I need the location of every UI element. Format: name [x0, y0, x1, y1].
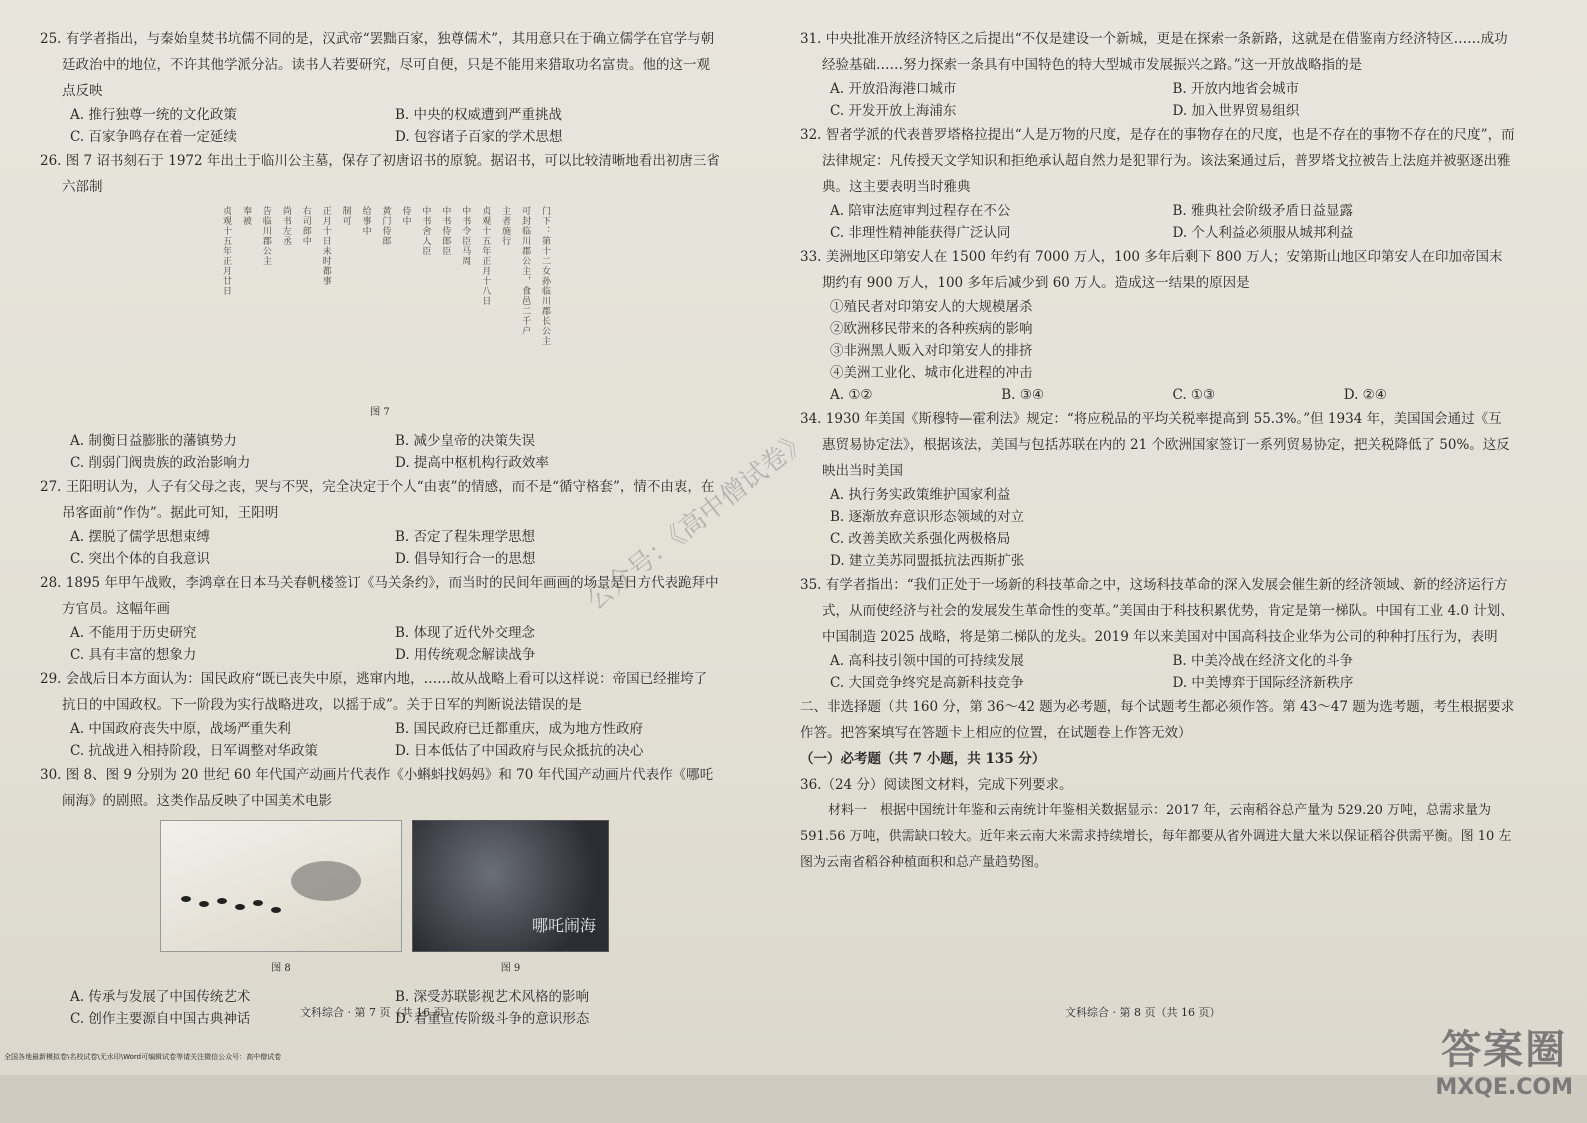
page-7-footer: 文科综合 · 第 7 页（共 16 页） — [300, 1006, 456, 1019]
edict-column: 黄门侍郎 — [380, 206, 391, 246]
option-b: B. 否定了程朱理学思想 — [395, 529, 536, 545]
item-2: ②欧洲移民带来的各种疾病的影响 — [830, 321, 1033, 337]
tadpole-icon — [199, 901, 209, 907]
edict-column: 主者施行 — [500, 206, 511, 246]
option-b: B. 中央的权威遭到严重挑战 — [395, 107, 563, 123]
site-logo — [1435, 1018, 1573, 1100]
option-a: A. 不能用于历史研究 — [70, 625, 197, 641]
figure-8-caption: 图 8 — [271, 963, 291, 974]
option-a: A. 传承与发展了中国传统艺术 — [70, 989, 251, 1005]
question-stem: 34. 1930 年美国《斯穆特—霍利法》规定：“将应税品的平均关税率提高到 55.3%。”但 1934 年，美国国会通过《互惠贸易协定法》，根据该法，美国与包括苏联在内的 21 个欧洲国家签订一系列贸易协定，把关税降低了 50%。这反映出当时美国 — [800, 411, 1510, 479]
item-4: ④美洲工业化、城市化进程的冲击 — [830, 365, 1033, 381]
tadpole-icon — [217, 898, 227, 904]
logo-domain: MXQE.COM — [1435, 1075, 1573, 1100]
page-8 — [800, 26, 1515, 876]
material-1: 材料一 根据中国统计年鉴和云南统计年鉴相关数据显示：2017 年，云南稻谷总产量为 529.20 万吨，总需求量为 591.56 万吨，供需缺口较大。近年来云南大米需求持续增长，每年都要从省外调进大量大米以保证稻谷供需平衡。图 10 左图为云南省稻谷种植面积和总产量趋势图。 — [800, 803, 1512, 870]
option-a: A. 高科技引领中国的可持续发展 — [830, 653, 1024, 669]
page-8-footer: 文科综合 · 第 8 页（共 16 页） — [1065, 1006, 1221, 1019]
option-c: C. 百家争鸣存在着一定延续 — [70, 129, 237, 145]
option-a: A. ①② — [830, 387, 873, 403]
edict-column: 贞观十五年正月廿日 — [221, 206, 231, 296]
question-options — [40, 104, 720, 148]
question-options — [800, 384, 1515, 406]
ink-figure-icon — [291, 861, 361, 901]
question-32 — [800, 122, 1515, 244]
figure-7-caption: 图 7 — [370, 407, 390, 418]
question-36: 36.（24 分）阅读图文材料，完成下列要求。 — [800, 777, 1073, 793]
option-c: C. 创作主要源自中国古典神话 — [70, 1011, 251, 1027]
option-d: D. ②④ — [1343, 387, 1387, 403]
option-c: C. 抗战进入相持阶段，日军调整对华政策 — [70, 743, 318, 759]
question-stem: 25. 有学者指出，与秦始皇焚书坑儒不同的是，汉武帝“罢黜百家，独尊儒术”，其用意只在于确立儒学在官学与朝廷政治中的地位，不许其他学派分沾。读书人若要研究，尽可自便，只是不能用来猎取功名富贵。他的这一观点反映 — [40, 31, 715, 99]
question-stem: 31. 中央批准开放经济特区之后提出“不仅是建设一个新城，更是在探索一条新路，这就是在借鉴南方经济特区……成功经验基础……努力探索一条具有中国特色的特大型城市发展振兴之路。”这一开放战略指的是 — [800, 31, 1508, 73]
question-25 — [40, 26, 720, 148]
figure-8 — [160, 820, 402, 986]
option-d: D. 用传统观念解读战争 — [395, 647, 536, 663]
option-b: B. 开放内地省会城市 — [1172, 81, 1300, 97]
option-c: C. 削弱门阀贵族的政治影响力 — [70, 455, 251, 471]
nezha-title: 哪吒闹海 — [531, 916, 596, 935]
question-29 — [40, 666, 720, 762]
option-c: C. 突出个体的自我意识 — [70, 551, 210, 567]
option-b: B. 体现了近代外交理念 — [395, 625, 536, 641]
option-d: D. 日本低估了中国政府与民众抵抗的决心 — [395, 743, 644, 759]
question-stem: 26. 图 7 诏书刻石于 1972 年出土于临川公主墓，保存了初唐诏书的原貌。据诏书，可以比较清晰地看出初唐三省六部制 — [40, 153, 720, 195]
edict-column: 正月十日未时都事 — [320, 206, 331, 286]
option-a: A. 陪审法庭审判过程存在不公 — [830, 203, 1011, 219]
edict-column: 奉被 — [240, 206, 251, 226]
question-options — [800, 650, 1515, 694]
nezha-animation-still — [412, 820, 609, 952]
tadpole-icon — [253, 900, 263, 906]
option-c: C. 大国竞争终究是高新科技竞争 — [830, 675, 1024, 691]
figure-9-caption: 图 9 — [500, 963, 521, 974]
question-stem: 35. 有学者指出：“我们正处于一场新的科技革命之中，这场科技革命的深入发展会催生新的经济领域、新的经济运行方式，从而使经济与社会的发展发生革命性的变革。”美国由于科技积累优势，肯定是第一梯队。中国有工业 4.0 计划、中国制造 2025 战略，将是第二梯队的龙头。2019 年以来美国对中国高科技企业华为公司的种种打压行为，表明 — [800, 577, 1514, 645]
question-30 — [40, 762, 720, 1030]
option-d: D. 倡导知行合一的思想 — [395, 551, 536, 567]
question-options — [40, 718, 720, 762]
edict-column: 侍中 — [400, 206, 411, 226]
question-35 — [800, 572, 1515, 694]
option-b: B. 减少皇帝的决策失误 — [395, 433, 536, 449]
edict-column: 给事中 — [360, 206, 371, 236]
question-items — [800, 296, 1515, 384]
edict-column: 中书舍人臣 — [420, 206, 431, 256]
question-stem: 28. 1895 年甲午战败，李鸿章在日本马关春帆楼签订《马关条约》，而当时的民间年画画的场景是日方代表跪拜中方官员。这幅年画 — [40, 575, 719, 617]
figure-9 — [412, 820, 609, 986]
option-c: C. 改善美欧关系强化两极格局 — [830, 531, 1011, 547]
question-options — [800, 484, 1515, 572]
question-stem: 32. 智者学派的代表普罗塔格拉提出“人是万物的尺度，是存在的事物存在的尺度，也是不存在的事物不存在的尺度”，而法律规定：凡传授天文学知识和拒绝承认超自然力是犯罪行为。该法案通过后，普罗塔戈拉被告上法庭并被驱逐出雅典。这主要表明当时雅典 — [800, 127, 1515, 195]
option-a: A. 执行务实政策维护国家利益 — [830, 487, 1011, 503]
item-3: ③非洲黑人贩入对印第安人的排挤 — [830, 343, 1033, 359]
edict-column: 尚书左丞 — [280, 206, 291, 246]
option-b: B. 逐渐放弃意识形态领域的对立 — [830, 509, 1025, 525]
figures-8-9 — [160, 820, 720, 986]
option-b: B. 国民政府已迁都重庆，成为地方性政府 — [395, 721, 644, 737]
edict-column: 右司郎中 — [300, 206, 311, 246]
option-a: A. 中国政府丧失中原，战场严重失利 — [70, 721, 291, 737]
question-26 — [40, 148, 720, 474]
option-a: A. 制衡日益膨胀的藩镇势力 — [70, 433, 237, 449]
edict-column: 贞观十五年正月十八日 — [480, 206, 491, 306]
question-31 — [800, 26, 1515, 122]
question-options — [800, 200, 1515, 244]
question-stem: 30. 图 8、图 9 分别为 20 世纪 60 年代国产动画片代表作《小蝌蚪找妈妈》和 70 年代国产动画片代表作《哪吒闹海》的剧照。这类作品反映了中国美术电影 — [40, 767, 714, 809]
option-c: C. 具有丰富的想象力 — [70, 647, 197, 663]
item-1: ①殖民者对印第安人的大规模屠杀 — [830, 299, 1033, 315]
tadpole-icon — [271, 907, 281, 913]
option-c: C. 开发开放上海浦东 — [830, 103, 957, 119]
tadpole-icon — [235, 904, 245, 910]
option-b: B. 雅典社会阶级矛盾日益显露 — [1172, 203, 1354, 219]
option-d: D. 中美博弈于国际经济新秩序 — [1172, 675, 1354, 691]
question-stem: 33. 美洲地区印第安人在 1500 年约有 7000 万人，100 多年后剩下 800 万人；安第斯山地区印第安人在印加帝国末期约有 900 万人，100 多年后减少到 60 万人。造成这一结果的原因是 — [800, 249, 1503, 291]
figure-7-edict-rubbing — [220, 206, 550, 396]
edict-column: 中书令臣马周 — [460, 206, 471, 266]
option-b: B. 中美冷战在经济文化的斗争 — [1172, 653, 1354, 669]
edict-column: 制可 — [340, 206, 351, 226]
option-a: A. 摆脱了儒学思想束缚 — [70, 529, 210, 545]
edict-column: 门下：第十二女孙临川郡长公主 — [540, 206, 550, 346]
question-33 — [800, 244, 1515, 406]
tadpole-icon — [181, 896, 191, 902]
option-c: C. ①③ — [1172, 387, 1216, 403]
question-options — [40, 430, 720, 474]
option-d: D. 加入世界贸易组织 — [1172, 103, 1300, 119]
page-7 — [40, 26, 720, 1030]
option-d: D. 提高中枢机构行政效率 — [395, 455, 549, 471]
section-2-instructions: 二、非选择题（共 160 分，第 36～42 题为必考题，每个试题考生都必须作答。第 43～47 题为选考题，考生根据要求作答。把答案填写在答题卡上相应的位置，在试题卷上作答无效） — [800, 699, 1515, 741]
option-d: D. 包容诸子百家的学术思想 — [395, 129, 563, 145]
edict-column: 可封临川郡公主，食邑二千户 — [520, 206, 531, 336]
logo-text: 答案圈 — [1441, 1027, 1568, 1073]
option-a: A. 推行独尊一统的文化政策 — [70, 107, 237, 123]
section-2-1-heading: （一）必考题（共 7 小题，共 135 分） — [800, 751, 1046, 767]
option-d: D. 着重宣传阶级斗争的意识形态 — [395, 1011, 590, 1027]
option-a: A. 开放沿海港口城市 — [830, 81, 957, 97]
question-stem: 29. 会战后日本方面认为：国民政府“既已丧失中原，逃窜内地，……故从战略上看可以这样说：帝国已经摧垮了抗日的中国政权。下一阶段为实行战略进攻，以摇于成”。关于日军的判断说法错误的是 — [40, 671, 708, 713]
option-d: D. 个人利益必须服从城邦利益 — [1172, 225, 1354, 241]
question-options — [800, 78, 1515, 122]
option-b: B. 深受苏联影视艺术风格的影响 — [395, 989, 590, 1005]
bottom-note: 全国各地最新模拟卷\名校试卷\无水印\Word可编辑试卷等请关注微信公众号：高中僧试卷 — [4, 1053, 282, 1061]
watermark: 公众号：《高中僧试卷》 — [581, 424, 815, 617]
question-options — [40, 622, 720, 666]
tadpole-animation-still — [160, 820, 402, 952]
question-stem: 27. 王阳明认为，人子有父母之丧，哭与不哭，完全决定于个人“由衷”的情感，而不是“循守格套”，情不由衷，在吊客面前“作伪”。据此可知，王阳明 — [40, 479, 715, 521]
question-34 — [800, 406, 1515, 572]
option-d: D. 建立美苏同盟抵抗法西斯扩张 — [830, 553, 1025, 569]
edict-column: 告临川郡公主 — [260, 206, 271, 266]
edict-column: 中书侍郎臣 — [440, 206, 451, 256]
option-c: C. 非理性精神能获得广泛认同 — [830, 225, 1011, 241]
option-b: B. ③④ — [1001, 387, 1044, 403]
